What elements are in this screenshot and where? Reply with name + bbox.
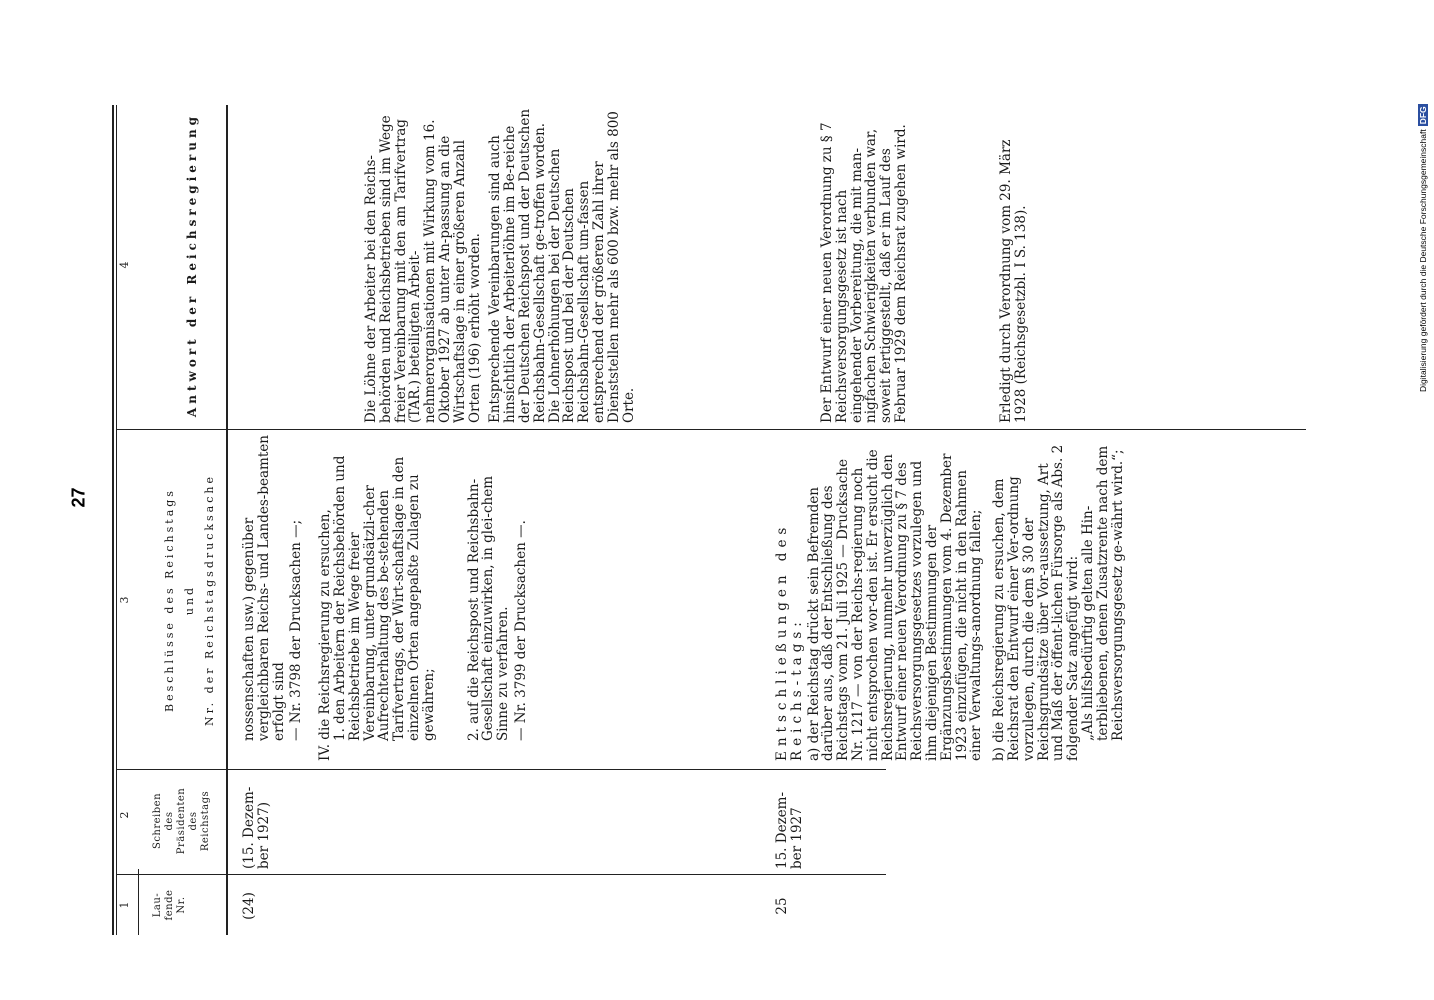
dfg-logo: DFG — [1418, 106, 1428, 125]
row-24-beschluss: nossenschaften usw.) gegenüber vergleichbaren Reichs- und Landes-beamten erfolgt sind — Nr. 3798 der Drucksachen —; IV. die Reichsregierung zu ersuchen, 1. den Arbeitern der Reichsbehörden und Reichsbetriebe im Wege freier Vereinbarung, unter grundsätzli-cher Aufrechterhaltung des be-stehenden Tarifvertrags, der Wirt-schaftslage in den einzelnen Orten angepaßte Zulagen zu gewähren; 2. auf die Reichspost und Reichsbahn-Gesellschaft einzuwirken, in glei-chem Sinne zu verfahren. — Nr. 3799 der Drucksachen —. — [241, 435, 529, 761]
col3-header: Beschlüsse des Reichstags und Nr. der Reichstagsdrucksache — [163, 474, 216, 727]
row-24-number: (24) — [241, 892, 257, 920]
row-24-date: (15. Dezem-ber 1927) — [241, 786, 272, 869]
col2-header: Schreiben des Präsidenten des Reichstags — [152, 787, 211, 855]
col4-header: Antwort der Reichsregierung — [185, 112, 199, 418]
column-number-4: 4 — [118, 261, 131, 269]
row-24-antwort: Die Löhne der Arbeiter bei den Reichs-behörden und Reichsbetrieben sind im Wege freier Vereinbarung mit den am Tarifvertrag (TAR.) beteiligten Arbeit-nehmerorganisationen mit Wirkung vom 16. Oktober 1927 ab unter An-passung an die Wirtschaftslage in einer größeren Anzahl Orten (196) erhöht worden. Entsprechende Vereinbarungen sind auch hinsichtlich der Arbeiterlöhne im Be-reiche der Deutschen Reichspost und der Deutschen Reichsbahn-Gesellschaft ge-troffen worden. Die Lohnerhöhungen bei der Deutschen Reichspost und bei der Deutschen Reichsbahn-Gesellschaft um-fassen entsprechend der größeren Zahl ihrer Dienststellen mehr als 600 bzw. mehr als 800 Orte. — [363, 108, 637, 423]
row-25-date: 15. Dezem-ber 1927 — [774, 791, 805, 869]
page-number: 27 — [68, 487, 89, 508]
column-number-3: 3 — [118, 596, 131, 604]
row-25-beschluss: Entschließungen des Reichs-tags: a) der Reichstag drückt sein Befremden darüber aus, daß der Entschließung des Reichstags vom 21. Juli 1925 — Drucksache Nr. 1217 — von der Reichs-regierung noch nicht entsprochen wor-den ist. Er ersucht die Reichsregierung, nunmehr unverzüglich den Entwurf einer neuen Verordnung zu § 7 des Reichsversorgungsgesetzes vorzulegen und ihm diejenigen Bestimmungen der Ergänzungsbestimmungen vom 4. Dezember 1923 einzufügen, die nicht in den Rahmen einer Verwaltungs-anordnung fallen; b) die Reichsregierung zu ersuchen, dem Reichsrat den Entwurf einer Ver-ordnung vorzulegen, durch die dem § 30 der Reichsgrundsätze über Vor-aussetzung, Art und Maß der öffent-lichen Fürsorge als Abs. 2 folgender Satz angefügt wird: „Als hilfsbedürftig gelten alle Hin-terbliebenen, denen Zusatzrente nach dem Reichsversorgungsgesetz ge-währt wird.“; — [774, 444, 1126, 761]
credit-line — [1418, 106, 1428, 400]
col-divider-1 — [138, 869, 139, 935]
resolution-table — [20, 85, 1320, 935]
table-top-rule-2 — [116, 105, 117, 935]
column-number-1: 1 — [118, 901, 131, 909]
column-number-2: 2 — [118, 811, 131, 819]
credit-text: Digitalisierung gefördert durch die Deutsche Forschungsgemeinschaft — [1418, 129, 1428, 392]
col1-header: Lau- fende Nr. — [152, 889, 187, 921]
table-top-rule — [112, 105, 114, 935]
row-25-number: 25 — [774, 897, 790, 915]
row-25-antwort: Der Entwurf einer neuen Verordnung zu § 7 Reichsversorgungsgesetz ist nach eingehender Vorbereitung, die mit man-nigfachen Schwierigkeiten verbunden war, soweit fertiggestellt, daß er im Lauf des Februar 1929 dem Reichsrat zugehen wird. Erledigt durch Verordnung vom 29. März 1928 (Reichsgesetzbl. I S. 138). — [819, 122, 1029, 423]
table-header-rule — [226, 105, 228, 935]
